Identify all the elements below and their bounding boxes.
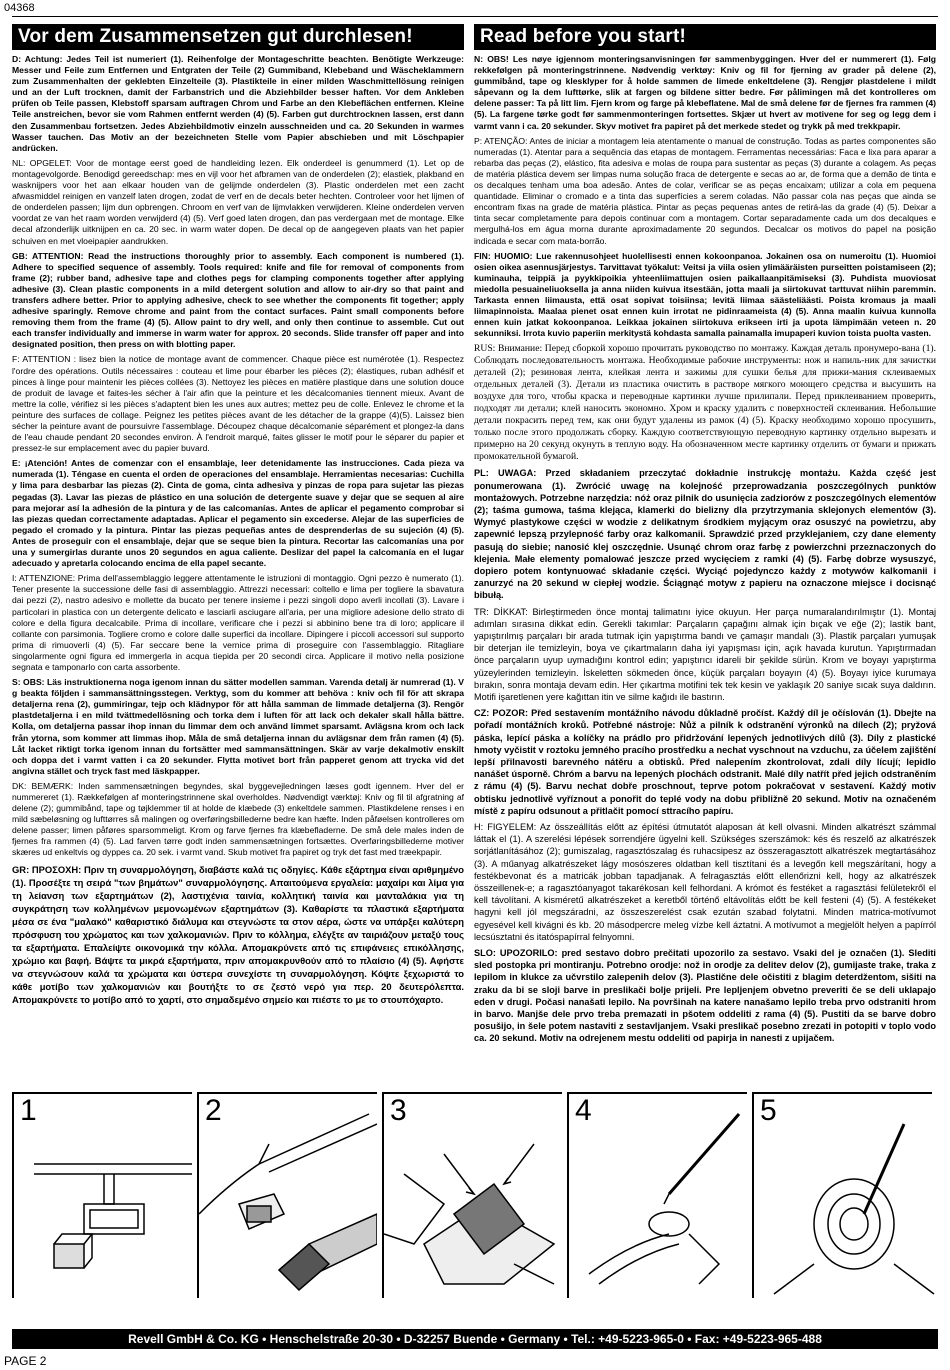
paragraph-dk: DK: BEMÆRK: Inden sammensætningen begyndes, skal byggevejledningen læses godt igennem. Hver del er nummereret (1). Rækkefølgen af monteringstrinnene skal overholdes. Nødvendigt værktøj: Kniv og fil til afgratning af delene (2); gummibånd, tape og tøjklemmer til at holde de klæbede (3) enkeltdele sammen. Plastikdelene renses i en mild sæbeløsning og lufttørres så malingen og overføringsbillederne bedre kan hæfte. Inden påføelsen kontrolleres om delene passer; limen påføres sparsommeligt. Krom og farve fjernes fra klæbefladerne. De små dele males inden de fjernes fra rammen (4) (5). Lad farven tørre godt inden sammensætningen fortsættes. Overføringsbillederne motiver skæres ud enkeltvis og dyppes ca. 20 sek. i varmt vand. Skub motivet fra papiret og tryk det fast med træekpapir. (12, 780, 464, 858)
paragraph-cz: CZ: POZOR: Před sestavením montážního návodu důkladně pročíst. Každý díl je očíslován (1). Dbejte na pořadí montážních kroků. Potřebné nástroje: Nůž a pilník k odstranění výronků na dílech (2); pryžová páska, lepící páska a kolíčky na prádlo pro přidržování lepených jednotlivých dílů (3). Díly z plastické hmoty vyčistit v roztoku jemného pracího prostředku a nechat vyschnout na vzduchu, za účelem zajištění lepší přilnavosti barevného nátěru a obtisků. Před nalepením zkontrolovat, zdali díly lícují; lepidlo nanášet úsporně. Chróm a barvu na lepených plochách odstranit. Malé díly natřít před jejich odstraněním z rámu (4) (5). Barvu nechat dobře proschnout, teprve potom pokračovat v sestavení. Každý motiv obtisku jednotlivě vyříznout a ponořit do teplé vody na dobu přibližně 20 sekund. Motiv na označeném místě z papíru odsunout a přitlačit pomocí sttracího papíru. (474, 708, 936, 816)
left-column (12, 24, 464, 1010)
step-5-panel (752, 1092, 932, 1298)
step-2-panel (197, 1092, 377, 1298)
applying-decal-illustration (754, 1094, 940, 1298)
step-illustrations (12, 1092, 938, 1300)
painting-small-parts-illustration (569, 1094, 747, 1298)
step-3-panel (382, 1092, 562, 1298)
document-number: 04368 (4, 2, 35, 14)
paragraph-se: S: OBS: Läs instruktionerna noga igenom innan du sätter modellen samman. Varenda detalj är numrerad (1). V g beakta följden i sammansättningsstegen. Verktyg, som du kommer att behöva : kniv och fil för att skrapa detaljerna rena (2), gummiringar, tejp och klädnypor för att hålla samman de limmade detaljerna (3). Rengör plastdetaljerna i en mild tvättmedellösning och torka dem i luften för att lack och dekaler skall hålla bättre. Kolla, om detaljerna passar ihop innan du limmar dem och använd limmet sparsamt. Avlägsna krom och lack från ytorna, som kommer att limmas ihop. Måla de små detaljerna innan du avlägsnar dem från ramen (4) (5). Låt lacket riktigt torka igenom innan du fortsätter med sammansättningen. Skär av varje dekalmotiv enskilt och doppa det i varmt vatten i ca 20 sekunder. Flytta motivet bort från papperet genom att trycka vid det angivna stället och tryck fast med läskpapper. (12, 677, 464, 776)
right-column (474, 24, 936, 1049)
paragraph-pt: P: ATENÇÃO: Antes de iniciar a montagem leia atentamente o manual de construção. Todas as partes componentes são numeradas (1). Atentar para a sequência das etapas de montagem. Ferramentas necessárias: Faca e lixa para aparar a rebarba das peças (2), elástico, fita adesiva e molas de roupa para sustentar as peças (3) durante a colagem. As peças de matéria plástica devem ser limpas numa solução fraca de detergente e secas ao ar, de forma que a demão de tinta e os decalques tenham uma boa adesão. Antes de colar, verificar se as peças encaixam; utilizar a cola em pequena quantidade. Eliminar o cromado e a tinta das superfícies a serem coladas. Não passar cola nas peças que ainda se encontram fixas na grade de matéria plástica. Pintar as peças pequenas antes de retirá-las da grade (4) (5). Deixar a tinta secar completamente para depois continuar com a montagem. Cortar separadamente cada um dos decalques e mergulhá-los em água morna durante aproximadamente 20 segundos. Decalcar os motivos do papel na posição indicada e secar com mata-borrão. (474, 135, 936, 246)
paragraph-de: D: Achtung: Jedes Teil ist numeriert (1). Reihenfolge der Montageschritte beachten. Benötigte Werkzeuge: Messer und Feile zum Entfernen und Entgraten der Teile (2) Gummiband, Klebeband und Wäscheklammern zum Zusammenhalten der geklebten Einzelteile (3). Plastikteile in einer milden Waschmittellösung reinigen und an der Luft trocknen, damit der Farbanstrich und die Abziehbilder besser haften. Vor dem Ankleben prüfen ob Teile passen, Klebstoff sparsam auftragen Chrom und Farbe an den Klebeflächen entfernen. Kleine Teile anstreichen, bevor sie vom Rahmen entfernt werden (4) (5). Farben gut durchtrocknen lassen, erst dann den Zusammenbau fortsetzen. Jedes Abziehbildmotiv einzeln ausschneiden und ca. 20 Sekunden in warmes Wasser tauchen. Das Motiv an der bezeichneten Stelle vom Papier abschieben und mit Löschpapier andrücken. (12, 54, 464, 153)
paragraph-hu: H: FIGYELEM: Az összeállítás előtt az építési útmutatót alaposan át kell olvasni. Minden alkatrészt számmal láttak el (1). A szerelési lépések sorrendjére ügyelni kell. Szükséges szerszámok: kés és reszelő az alkatrészek sorjátlanításához (2); gumiszalag, ragasztószalag és ruhacsipesz az összeragasztott alkatrészek megtartásához (3). A műanyag alkatrészeket lágy mosószeres oldatban kell tisztítani és a levegőn kell megszárítani, hogy a festékbevonat és a matricák jobban tapadjanak. A felragasztás előtt ellenőrizni kell, hogy az alkatrészek összeillenek-e; a ragasztóanyagot takarékosan kell felhordani. A krómot és festéket a ragasztási felületekről el kell távolítani. A kisméretű alkatrészeket a keretből történő eltávolítás előtt be kell festeni (4) (5). A festékeket hagyni kell jól megszáradni, az összeszerelést csak ezután szabad folytatni. Minden matrica-motívumot egyesével kell kivágni és kb. 20 másodpercre meleg vízbe kell áztatni. A motívumot a megjelölt helyen a papírról lecsúsztatni és itatóspapírral felnyomni. (474, 822, 936, 942)
company-footer: Revell GmbH & Co. KG • Henschelstraße 20-30 • D-32257 Buende • Germany • Tel.: +49-5223-965-0 • Fax: +49-5223-965-488 (12, 1329, 938, 1349)
step-1-panel (12, 1092, 192, 1298)
paragraph-fi: FIN: HUOMIO: Lue rakennusohjeet huolellisesti ennen kokoonpanoa. Jokainen osa on numeroitu (1). Huomioi osien oikea asennusjärjestys. Tarvittavat työkalut: Veitsi ja viila osien ylimääräisten purseitten poistamiseen (2); kuminauha, teippiä ja pyykkipoikia yhteenliimattujen osien paikallaanpitämiseksi (3). Puhdista muoviosat miedolla pesuaineliuoksella ja anna niiden kuivua itsestään, jotta maali ja siirtokuvat tarttuvat niihin paremmin. Tarkasta ennen liimausta, että osat sopivat toisiinsa; levitä liimaa säästeliäästi. Poista kromaus ja maali liimapinnoista. Maalaa pienet osat ennen kuin irrotat ne pidinraameista (4) (5). Anna maalin kuivua kunnolla ennen kuin jatkat kokoonpanoa. Leikkaa jokainen siirtokuva erikseen irti ja upota lämpimään veteen n. 20 sekunniksi. Irrota kuvio paperiin merkitystä kohdasta samalla painamalla imupaperi kuvion toista puolta vasten. (474, 250, 936, 339)
right-header: Read before you start! (474, 24, 936, 50)
paragraph-ru: RUS: Внимание: Перед сборкой хорошо прочитать руководство по монтажу. Каждая деталь пронумеро-вана (1). Соблюдать последовательность монтажа. Необходимые рабочие инструменты: нож и напиль-ник для зачистки деталей (2); резиновая лента, клейкая лента и зажимы для сушки белья для прижи-мания склеиваемых отдельных деталей (3). Детали из пластика очистить в растворе мягкого моющего средства и высушить на воздухе для того, чтобы краска и переводные картинки лучше прилипали. Перед приклеиванием проверить, подходят ли детали; клей наносить экономно. Хром и краску удалить с поверхностей склеивания. Небольшие детали покрасить перед тем, как они будут удалены из рамок (4) (5). Краску необходимо хорошо просушить, только после этого продолжать сборку. Каждую соответствующую переводную картинку отдельно вырезать и примерно на 20 секунд окунуть в теплую воду. На обозначенном месте картинку отделить от бумаги и прижать промокательной бумагой. (474, 343, 936, 463)
page-label: PAGE 2 (4, 1354, 47, 1368)
step-4-number: 4 (575, 1094, 592, 1127)
paragraph-gb: GB: ATTENTION: Read the instructions thoroughly prior to assembly. Each component is numbered (1). Adhere to specified sequence of assembly. Tools required: knife and file for removal of components from frame (2); rubber band, adhesive tape and clothes pegs for clamping components together after applying adhesive (3). Clean plastic components in a mild detergent solution and allow to air-dry so that paint and transfers adhere better. Prior to applying adhesive, check to see whether the components fit together; apply adhesive sparingly. Remove chrome and paint from the contact surfaces. Paint small components before removing them from the frame (4) (5). Allow paint to dry well, and only then continue to assemble. Cut out each transfer individually and immerse in warm water for approx. 20 seconds. Slide transfer off paper and into designated position, then press on with blotting paper. (12, 250, 464, 350)
clamping-parts-illustration (384, 1094, 562, 1298)
step-2-number: 2 (205, 1094, 222, 1127)
paragraph-it: I: ATTENZIONE: Prima dell'assemblaggio leggere attentamente le istruzioni di montaggio. Ogni pezzo è numerato (1). Tener presente la successione delle fasi di assemblaggio. Attrezzi necessari: coltello e lima per togliere la sbavatura dai pezzi (2), nastro adesivo e mollette da bucato per tenere insieme i pezzi singoli dopo averli incollati (3). Lavare i particolari in plastica con un detergente delicato e lasciarli asciugare all'aria, per una migliore adesione dello strato di colore e della figura decalcabile. Prima di incollare, verificare che i pezzi si abbinino bene tra di loro; applicare il collante con parsimonia. Togliere cromo e colore dalle superfici da incollare. Dipingere i piccoli accessori sul supporto prima di rimuoverli (4) (5). Far seccare bene la vernice prima di proseguire con l'assemblaggio. Ritagliare singolarmente ogni figura ed immergerla in acqua tiepida per 20 secondi circa. Applicare il motivo nella posizione segnata e tamponarlo con carta assorbente. (12, 573, 464, 672)
left-header: Vor dem Zusammensetzen gut durchlesen! (12, 24, 464, 50)
paragraph-gr: GR: ΠΡΟΣΟΧΗ: Πριν τη συναρμολόγηση, διαβάστε καλά τις οδηγίες. Κάθε εξάρτημα είναι αριθμημένο (1). Προσέξτε τη σειρά "των βημάτων" συναρμολόγησης. Απαιτούμενα εργαλεία: μαχαίρι και λίμα για τη λείανση των εξαρτημάτων (2), λαστιχένια ταινία, κολλητική ταινία και μανταλάκια για τη συγκράτηση των κολλημένων μεμονωμένων εξαρτημάτων (3). Καθαρίστε τα πλαστικά εξαρτήματα μέσα σε ένα "μαλακό" καθαριστικό διάλυμα και στεγνώστε τα στον αέρα, ώστε να υπάρξει καλύτερη πρόσφυση του χρώματος και των χαλκομανιών. Πριν το κόλλημα, ελέγξτε αν ταιριάζουν μεταξύ τους τα εξαρτήματα. Επαλείψτε οικονομικά την κόλλα. Απομακρύνετε από τις επιφάνειες επικόλλησης, χρώμιο και βαφή. Βάψτε τα μικρά εξαρτήματα, πριν απομακρυνθούν από το πλαίσιο (4) (5). Αφήστε να στεγνώσουν καλά τα χρώματα και ύστερα συνεχίστε τη συναρμολόγηση. Κόψτε ξεχωριστά το κάθε μοτίβο των χαλκομανιών και βουτήξτε το σε ζεστό νερό για περ. 20 δευτερόλεπτα. Απομακρύνετε το μοτίβο από το χαρτί, στο σημαδεμένο σημείο και πιέστε το με το στουπόχαρτο. (12, 863, 464, 1005)
paragraph-pl: PL: UWAGA: Przed składaniem przeczytać dokładnie instrukcję montażu. Każda część jest ponumerowana (1). Zwrócić uwagę na kolejność przeprowadzania poszczególnych punktów montażowych. Potrzebne narzędzia: nóż oraz pilnik do usunięcia zadziorów z poszczególnych elementów (2); taśma gumowa, taśma klejąca, klamerki do bielizny dla przytrzymania sklejonych elementów (3). Wymyć plastykowe części w wodzie z delikatnym środkiem myjącym oraz osuszyć na powietrzu, aby zapewnić lepszą przylepność farby oraz kalkomanii. Sprawdzić przed przyklejaniem, czy dane elementy pasują do siebie; nanosić klej oszczędnie. Usunąć chrom oraz farbę z powierzchni przeznaczonych do klejenia. Małe elementy pomalować jeszcze przed wycięciem z ramki (4) (5). Farbę dobrze wysuszyć, dopiero potem kontynuować składanie części. Wyciąć pojedynczo każdy z motywów kalkomanii i zanurzyć na 20 sekund w ciepłej wodzie. Ściągnąć motyw z papieru na oznaczone miejsce i docisnąć bibułą. (474, 468, 936, 601)
paragraph-slo: SLO: UPOZORILO: pred sestavo dobro prečitati upozorilo za sestavo. Vsaki del je označen (1). Slediti sled postopka pri montiranju. Potrebno orodje: nož in orodje za delitev delov (2), gumijaste trake, traka z lepilom in klukce za učvrstilo zalepenih delov (3). Plastične dele očistiti z blagim deterdžentom, sišiti na zraku da bi se sloji barve in preslikači bolje prijeli. Pre lepljenjem obvetno preveriti če se deli uklapajo eden v drugi. Počasi nanašati lepilo. Na površinah na katere nanašamo lepilo treba prvo odstraniti hrom in barvo. Manjše dele prvo treba premazati in pšotem oddeliti z rama (4) (5). Pustiti da se barve dobro posušijo, in šele potem nastaviti z sestavljanjem. Vsaki preslikač posebno zrezati in potopiti v toplo vodo ca. 20 sekund. Motiv na odrejenem mestu oddeliti od papirja in nanesti z upijačem. (474, 948, 936, 1044)
paragraph-no: N: OBS! Les nøye igjennom monteringsanvisningen før sammenbyggingen. Hver del er nummerert (1). Følg rekkefølgen på monteringstrinnene. Nødvendig verktøy: Kniv og fil for fjerning av grader på delene (2), gummibånd, tape og klesklyper for å holde sammen de limede enkeltdelene (3). Rengjør plastdelene i mildt såpevann og la dem lufttørke, slik at fargen og bildene sitter bedre. Før pålimingen må det kontrolleres om delene passer: Ta på litt lim. Fjern krom og farge på klebeflatene. Mal de små delene før de fjernes fra rammen (4) (5). La fargene tørke godt før sammenmonteringen fortsettes. Skjær ut hvert av motivene for seg og legg dem i varmt vann i ca. 20 sekunder. Skyv motivet fra papiret på det merkede stedet og trykk på med trekkpapir. (474, 54, 936, 131)
paragraph-tr: TR: DİKKAT: Birleştirmeden önce montaj talimatını iyice okuyun. Her parça numaralandırılmıştır (1). Montaj adımları sırasına dikkat edin. Gerekli takımlar: Parçaların çapağını almak için bıçak ve eğe (2); lastik bant, yapıştırılmış parçaları bir arada tutmak için yapıştırma bandı ve çamaşır mandalı (3). Plastik parçaları yumuşak bir deterjan ile temizleyin, boya ve çıkartmaların daha iyi yapışması için, açık havada kurutun. Yapıştırmadan önce parçaların uyup uymadığını kontrol edin; yapıştırıcı idareli bir şekilde sürün. Krom ve boyayı yapıştırma yüzeylerinden temizleyin. İskeletten sökmeden önce, küçük parçaları boyayın (4) (5). Boyayı iyice kurumaya bırakın, sonra montaja devam edin. Her çıkartma motifini tek tek kesin ve yaklaşık 20 saniye sıcak suya daldırın. Motifi işaretlenen yere kağıttan itin ve silme kağıdı ile bastırın. (474, 606, 936, 702)
paragraph-nl: NL: OPGELET: Voor de montage eerst goed de handleiding lezen. Elk onderdeel is genummerd (1). Let op de montagevolgorde. Benodigd gereedschap: mes en vijl voor het afbramen van de onderdelen (2); elastiek, plakband en wasknijpers voor het aan elkaar houden van de gelijmde onderdelen (3). Plastic onderdelen met een zacht afwasmiddel reinigen en vanzelf laten drogen, zodat de verf en de decals beter hechten. Controleer voor het lijmen of de onderdelen passen; lijm dun opbrengen. Chroom en verf van de lijmvlakken verwijderen. Kleine onderdelen verven voordat ze van het raam worden verwijderd (4) (5). Verf goed laten drogen, dan pas verdergaan met de montage. Elke decal afzonderlijk uitknijpen en ca. 20 sec. in warm water dopen. De decal op de aangegeven plaats van het papier schuiven en met vloeipapier aandrukken. (12, 157, 464, 246)
step-3-number: 3 (390, 1094, 407, 1127)
step-5-number: 5 (760, 1094, 777, 1127)
paragraph-fr: F: ATTENTION : lisez bien la notice de montage avant de commencer. Chaque pièce est numérotée (1). Respectez l'ordre des opérations. Outils nécessaires : couteau et lime pour ébarber les pièces (2); élastiques, ruban adhésif et pinces à linge pour maintenir les pièces collées (3). Nettoyez les pièces en matière plastique dans une solution douce de produit de lavage et faites-les sécher à l'air afin que la peinture et les décalcomanies tiennent mieux. Avant de mettre la colle, vérifiez si les pièces s'adaptent bien les unes aux autres; mettez peu de colle. Enlevez le chrome et la peinture des surfaces de collage. Peignez les petites pièces avant de les détacher de la grappe (4)(5). Laissez bien sécher la peinture avant de poursuivre l'assemblage. Découpez chaque décalcomanie séparément et plongez-la dans de l'eau chaude pendant 20 secondes environ. À l'endroit marqué, faites glisser le motif pour le séparer du papier et pressez-le sur emplacement avec du papier buvard. (12, 354, 464, 454)
knife-file-illustration (199, 1094, 377, 1298)
paragraph-es: E: ¡Atención! Antes de comenzar con el ensamblaje, leer detenidamente las instrucciones. Cada pieza va numerada (1). Téngase en cuenta el orden de operaciones del ensamblaje. Herramientas necesarias: Cuchilla y lima para desbarbar las piezas (2). Cinta de goma, cinta adhesiva y pinzas de ropa para sujetar las piezas pegadas (3). Lavar las piezas de plástico en una solución de detergente suave y dejar que se sequen al aire para mejorar así la adhesión de la pintura y de las calcomanías. Antes de aplicar el pegamento comprobar si las piezas quedan correctamente adaptadas. Aplicar el pegamento sin excederse. Alejar de las superficies de pegado el cromado y la pintura. Pintar las piezas pequeñas antes de desprenderlas de su sujeción (4) (5). Antes de proseguir con el ensamblaje, dejar que se seque bien la pintura. Recortar las calcomanías una por una y sumergirlas durante unos 20 segundos en agua caliente. Deslizar del papel la calcomanía en el lugar adecuado y apretarla colocando encima de ella papel secante. (12, 458, 464, 569)
parts-frame-number-illustration (14, 1094, 192, 1298)
step-4-panel (567, 1092, 747, 1298)
top-rule (12, 16, 938, 17)
step-1-number: 1 (20, 1094, 37, 1127)
